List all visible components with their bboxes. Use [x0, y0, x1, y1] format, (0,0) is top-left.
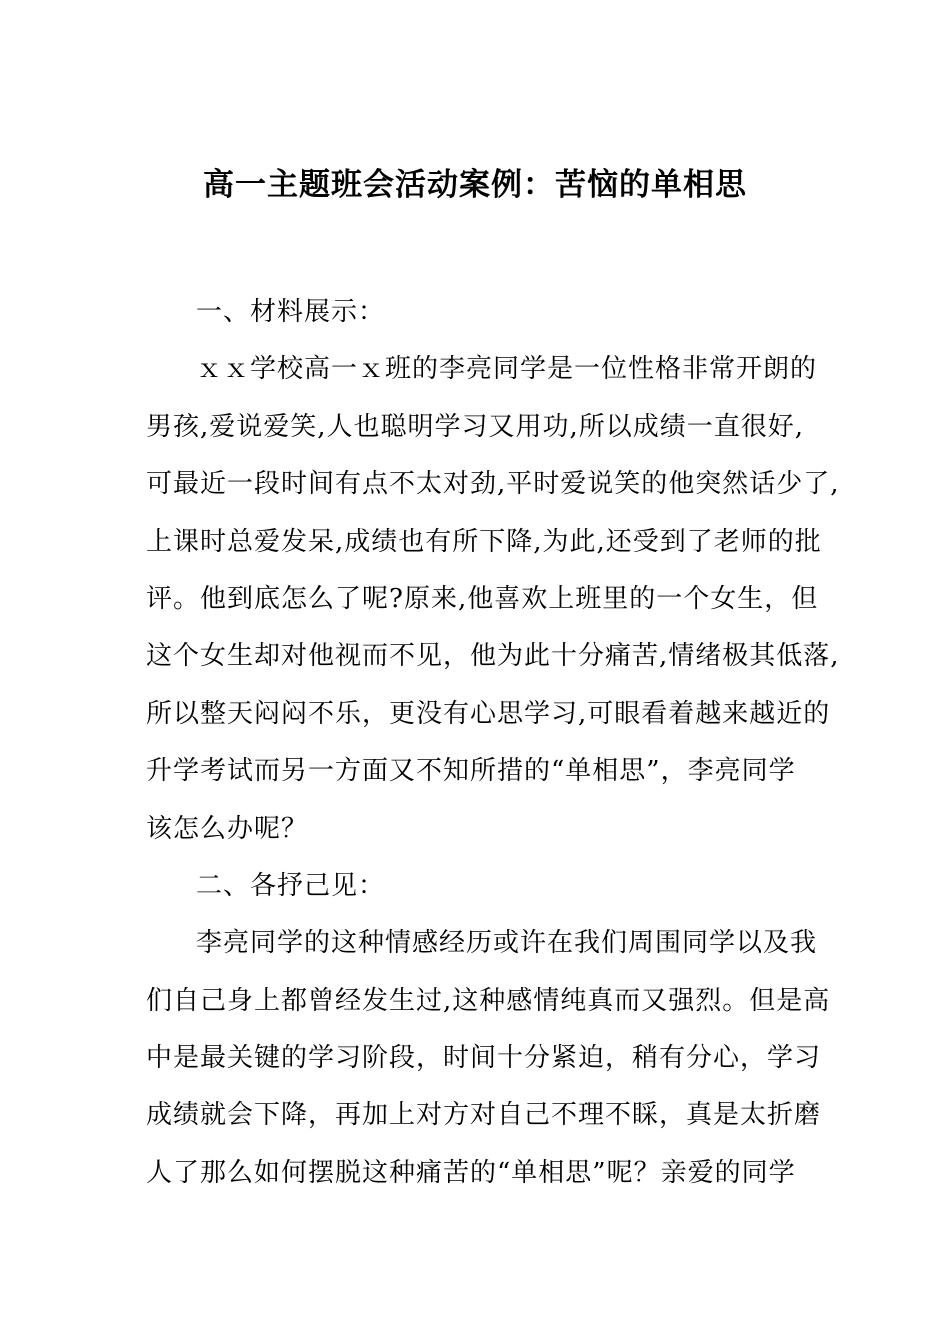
paragraph-line: 中是最关键的学习阶段，时间十分紧迫，稍有分心，学习 — [146, 1043, 822, 1074]
paragraph-line: 评。他到底怎么了呢?原来,他喜欢上班里的一个女生，但 — [146, 583, 819, 614]
paragraph-line: ｘｘ学校高一ｘ班的李亮同学是一位性格非常开朗的 — [196, 354, 818, 385]
paragraph-line: 该怎么办呢？ — [146, 813, 309, 844]
paragraph-line: 可最近一段时间有点不太对劲,平时爱说笑的他突然话少了, — [146, 469, 840, 500]
paragraph-line: 所以整天闷闷不乐，更没有心思学习,可眼看着越来越近的 — [146, 698, 831, 729]
paragraph-line: 人了那么如何摆脱这种痛苦的“单相思”呢？亲爱的同学 — [146, 1157, 796, 1188]
paragraph-line: 李亮同学的这种情感经历或许在我们周围同学以及我 — [196, 928, 818, 959]
paragraph-line: 们自己身上都曾经发生过,这种感情纯真而又强烈。但是高 — [146, 985, 831, 1016]
section-heading: 二、各抒己见： — [196, 870, 386, 901]
section-heading: 一、材料展示： — [196, 297, 386, 327]
paragraph-line: 这个女生却对他视而不见，他为此十分痛苦,情绪极其低落, — [146, 641, 840, 672]
document-title: 高一主题班会活动案例：苦恼的单相思 — [203, 167, 747, 203]
document-body — [146, 284, 840, 1202]
paragraph-line: 男孩,爱说爱笑,人也聪明学习又用功,所以成绩一直很好, — [146, 411, 805, 442]
paragraph-line: 升学考试而另一方面又不知所措的“单相思”，李亮同学 — [146, 756, 796, 787]
paragraph-line: 上课时总爱发呆,成绩也有所下降,为此,还受到了老师的批 — [146, 526, 822, 557]
paragraph-line: 成绩就会下降，再加上对方对自己不理不睬，真是太折磨 — [146, 1100, 822, 1131]
